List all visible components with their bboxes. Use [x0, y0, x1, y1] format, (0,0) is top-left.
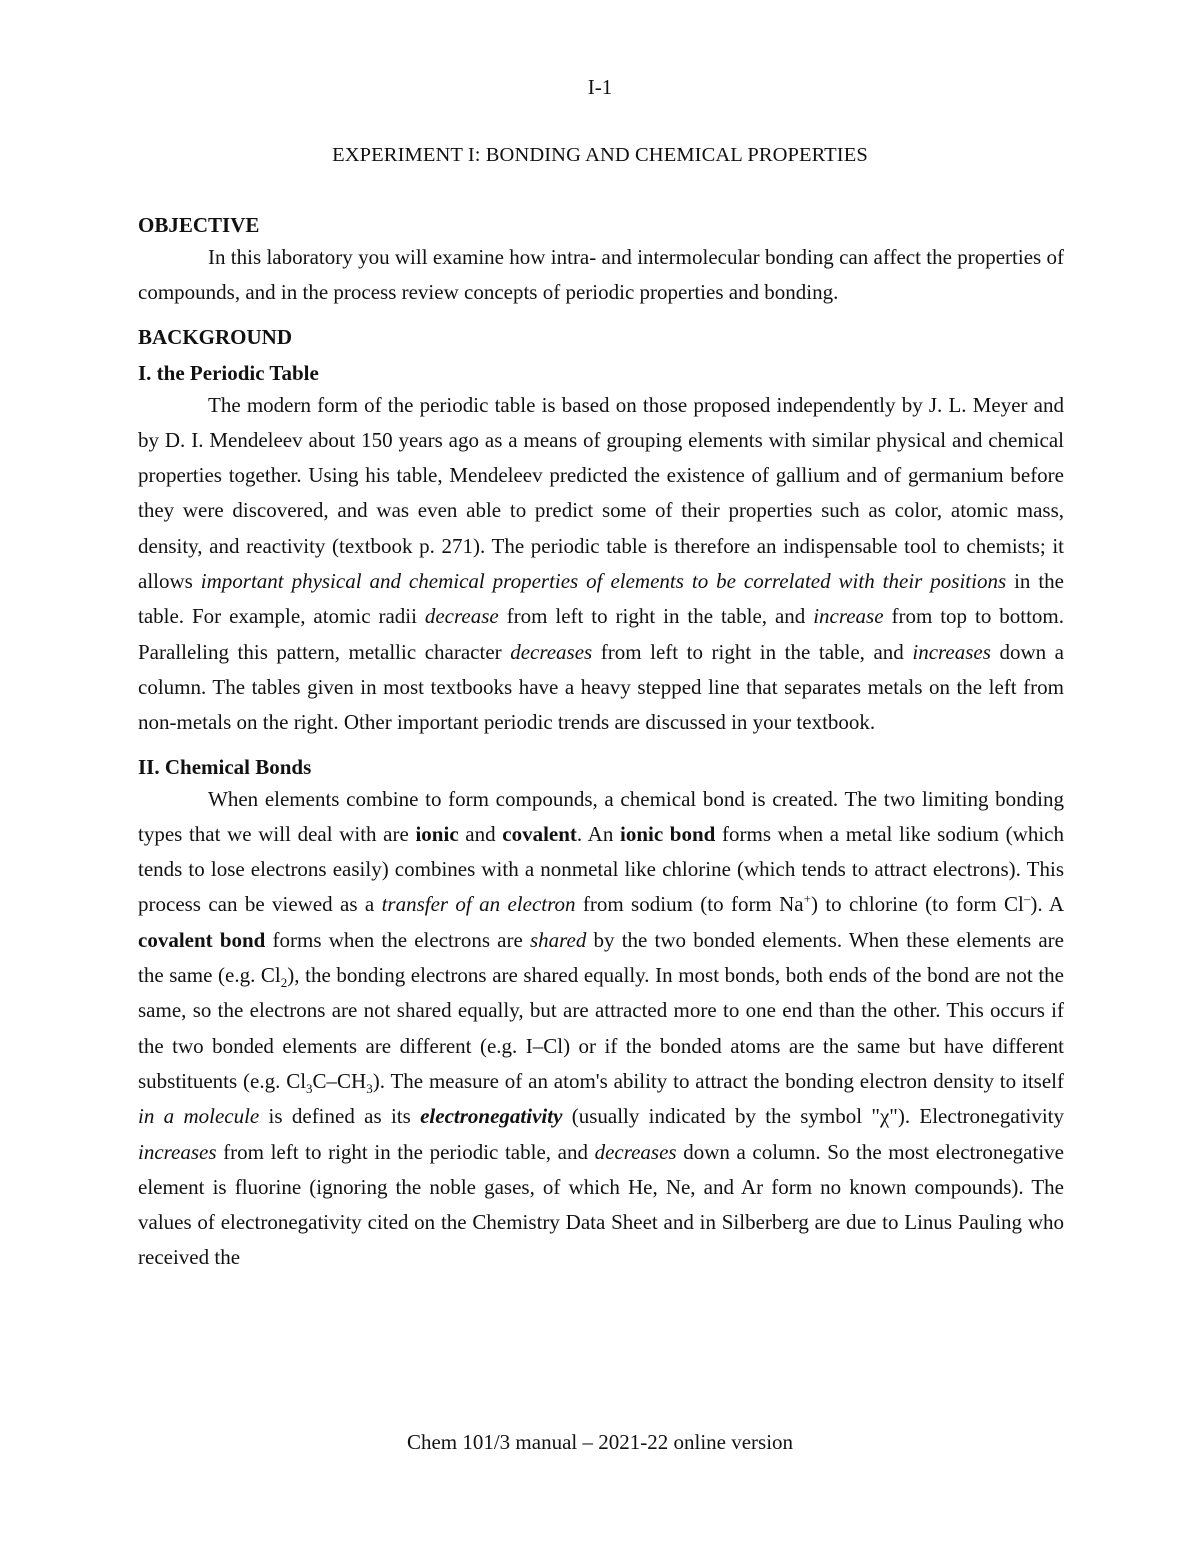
text-run: ), the bonding electrons are shared equally. In most bonds, both ends of the bond are not the same, so the electrons are not shared equally, but are attracted more to one end than the other. This occurs if the two bonded elements are different (e.g. I–Cl) or if the bonded atoms are the same but have different substituents (e.g. Cl — [138, 963, 1064, 1093]
superscript-charge: + — [803, 891, 811, 907]
objective-paragraph: In this laboratory you will examine how intra- and intermolecular bonding can affect the properties of compounds, and in the process review concepts of periodic properties and bonding. — [138, 245, 1064, 305]
superscript-charge: – — [1023, 891, 1031, 907]
subscript-number: 3 — [366, 1081, 373, 1097]
page-number: I-1 — [587, 75, 613, 99]
section-chemical-bonds-heading: II. Chemical Bonds — [138, 754, 312, 779]
text-run: from sodium (to form Na — [575, 892, 804, 917]
subscript-number: 2 — [280, 975, 288, 991]
text-run: ) to chlorine (to form Cl — [810, 892, 1024, 917]
text-run: from top to bottom. Paralleling this pattern, metallic character — [138, 604, 1064, 664]
section-periodic-table-heading: I. the Periodic Table — [138, 360, 319, 385]
emphasis-text: increase — [813, 604, 884, 629]
document-title: EXPERIMENT I: BONDING AND CHEMICAL PROPERTIES — [332, 144, 868, 166]
text-run: ). A — [1030, 892, 1065, 917]
emphasis-text: decrease — [424, 604, 499, 629]
text-run: forms when the electrons are — [265, 927, 530, 952]
text-run: and — [458, 821, 503, 846]
emphasis-text: transfer of an electron — [381, 892, 576, 917]
text-run: from left to right in the table, and — [498, 604, 814, 629]
bold-italic-term — [420, 1104, 562, 1128]
background-heading: BACKGROUND — [138, 324, 293, 349]
emphasis-text: decreases — [594, 1139, 677, 1164]
bold-term: ionic bond — [619, 821, 716, 846]
text-run: in the table. For example, atomic radii — [138, 569, 1065, 629]
emphasis-text: in a molecule — [138, 1104, 260, 1129]
bold-term: ionic — [415, 821, 459, 846]
text-run: C–CH — [312, 1068, 367, 1093]
text-run: (usually indicated by the symbol "χ"). Electronegativity — [562, 1104, 1064, 1129]
text-run: forms when a metal like sodium (which tends to lose electrons easily) combines with a nonmetal like chlorine (which tends to attract electrons). This process can be viewed as a — [138, 821, 1064, 917]
emphasis-text: shared — [529, 927, 587, 952]
text-run: by the two bonded elements. When these elements are the same (e.g. Cl — [138, 927, 1064, 988]
emphasis-text: electronegativity — [420, 1104, 563, 1129]
subscript-number: 3 — [306, 1081, 313, 1097]
objective-heading: OBJECTIVE — [138, 213, 260, 237]
text-run: from left to right in the table, and — [592, 639, 913, 664]
text-run: ). The measure of an atom's ability to attract the bonding electron density to itself — [372, 1068, 1064, 1093]
text-run: down a column. So the most electronegative element is fluorine (ignoring the noble gases, of which He, Ne, and Ar form no known compounds). The values of electronegativity cited on the Chemistry Data Sheet and in Silberberg are due to Linus Pauling who received the — [138, 1139, 1064, 1270]
bold-term: covalent bond — [138, 927, 266, 952]
text-run: down a column. The tables given in most textbooks have a heavy stepped line that separates metals on the left from non-metals on the right. Other important periodic trends are discussed in your textbook. — [138, 639, 1064, 735]
chemical-bonds-paragraph — [138, 782, 1064, 1276]
text-run: is defined as its — [259, 1104, 421, 1129]
bold-term: covalent — [502, 821, 577, 846]
text-run: from left to right in the periodic table, and — [216, 1139, 595, 1164]
emphasis-text: increases — [912, 639, 991, 664]
emphasis-text: important physical and chemical properties of elements to be correlated with their positions — [200, 569, 1007, 594]
text-run: . An — [576, 821, 620, 846]
document-body — [138, 211, 1064, 1276]
page-footer: Chem 101/3 manual – 2021-22 online version — [406, 1430, 794, 1454]
emphasis-text: decreases — [510, 639, 593, 664]
periodic-table-paragraph — [138, 388, 1064, 741]
text-run: The modern form of the periodic table is based on those proposed independently by J. L. Meyer and by D. I. Mendeleev about 150 years ago as a means of grouping elements with similar physical and chemical properties together. Using his table, Mendeleev predicted the existence of gallium and of germanium before they were discovered, and was even able to predict some of their properties such as color, atomic mass, density, and reactivity (textbook p. 271). The periodic table is therefore an indispensable tool to chemists; it allows — [138, 392, 1064, 594]
emphasis-text: increases — [138, 1139, 217, 1164]
text-run: When elements combine to form compounds, a chemical bond is created. The two limiting bonding types that we will deal with are — [138, 786, 1064, 846]
